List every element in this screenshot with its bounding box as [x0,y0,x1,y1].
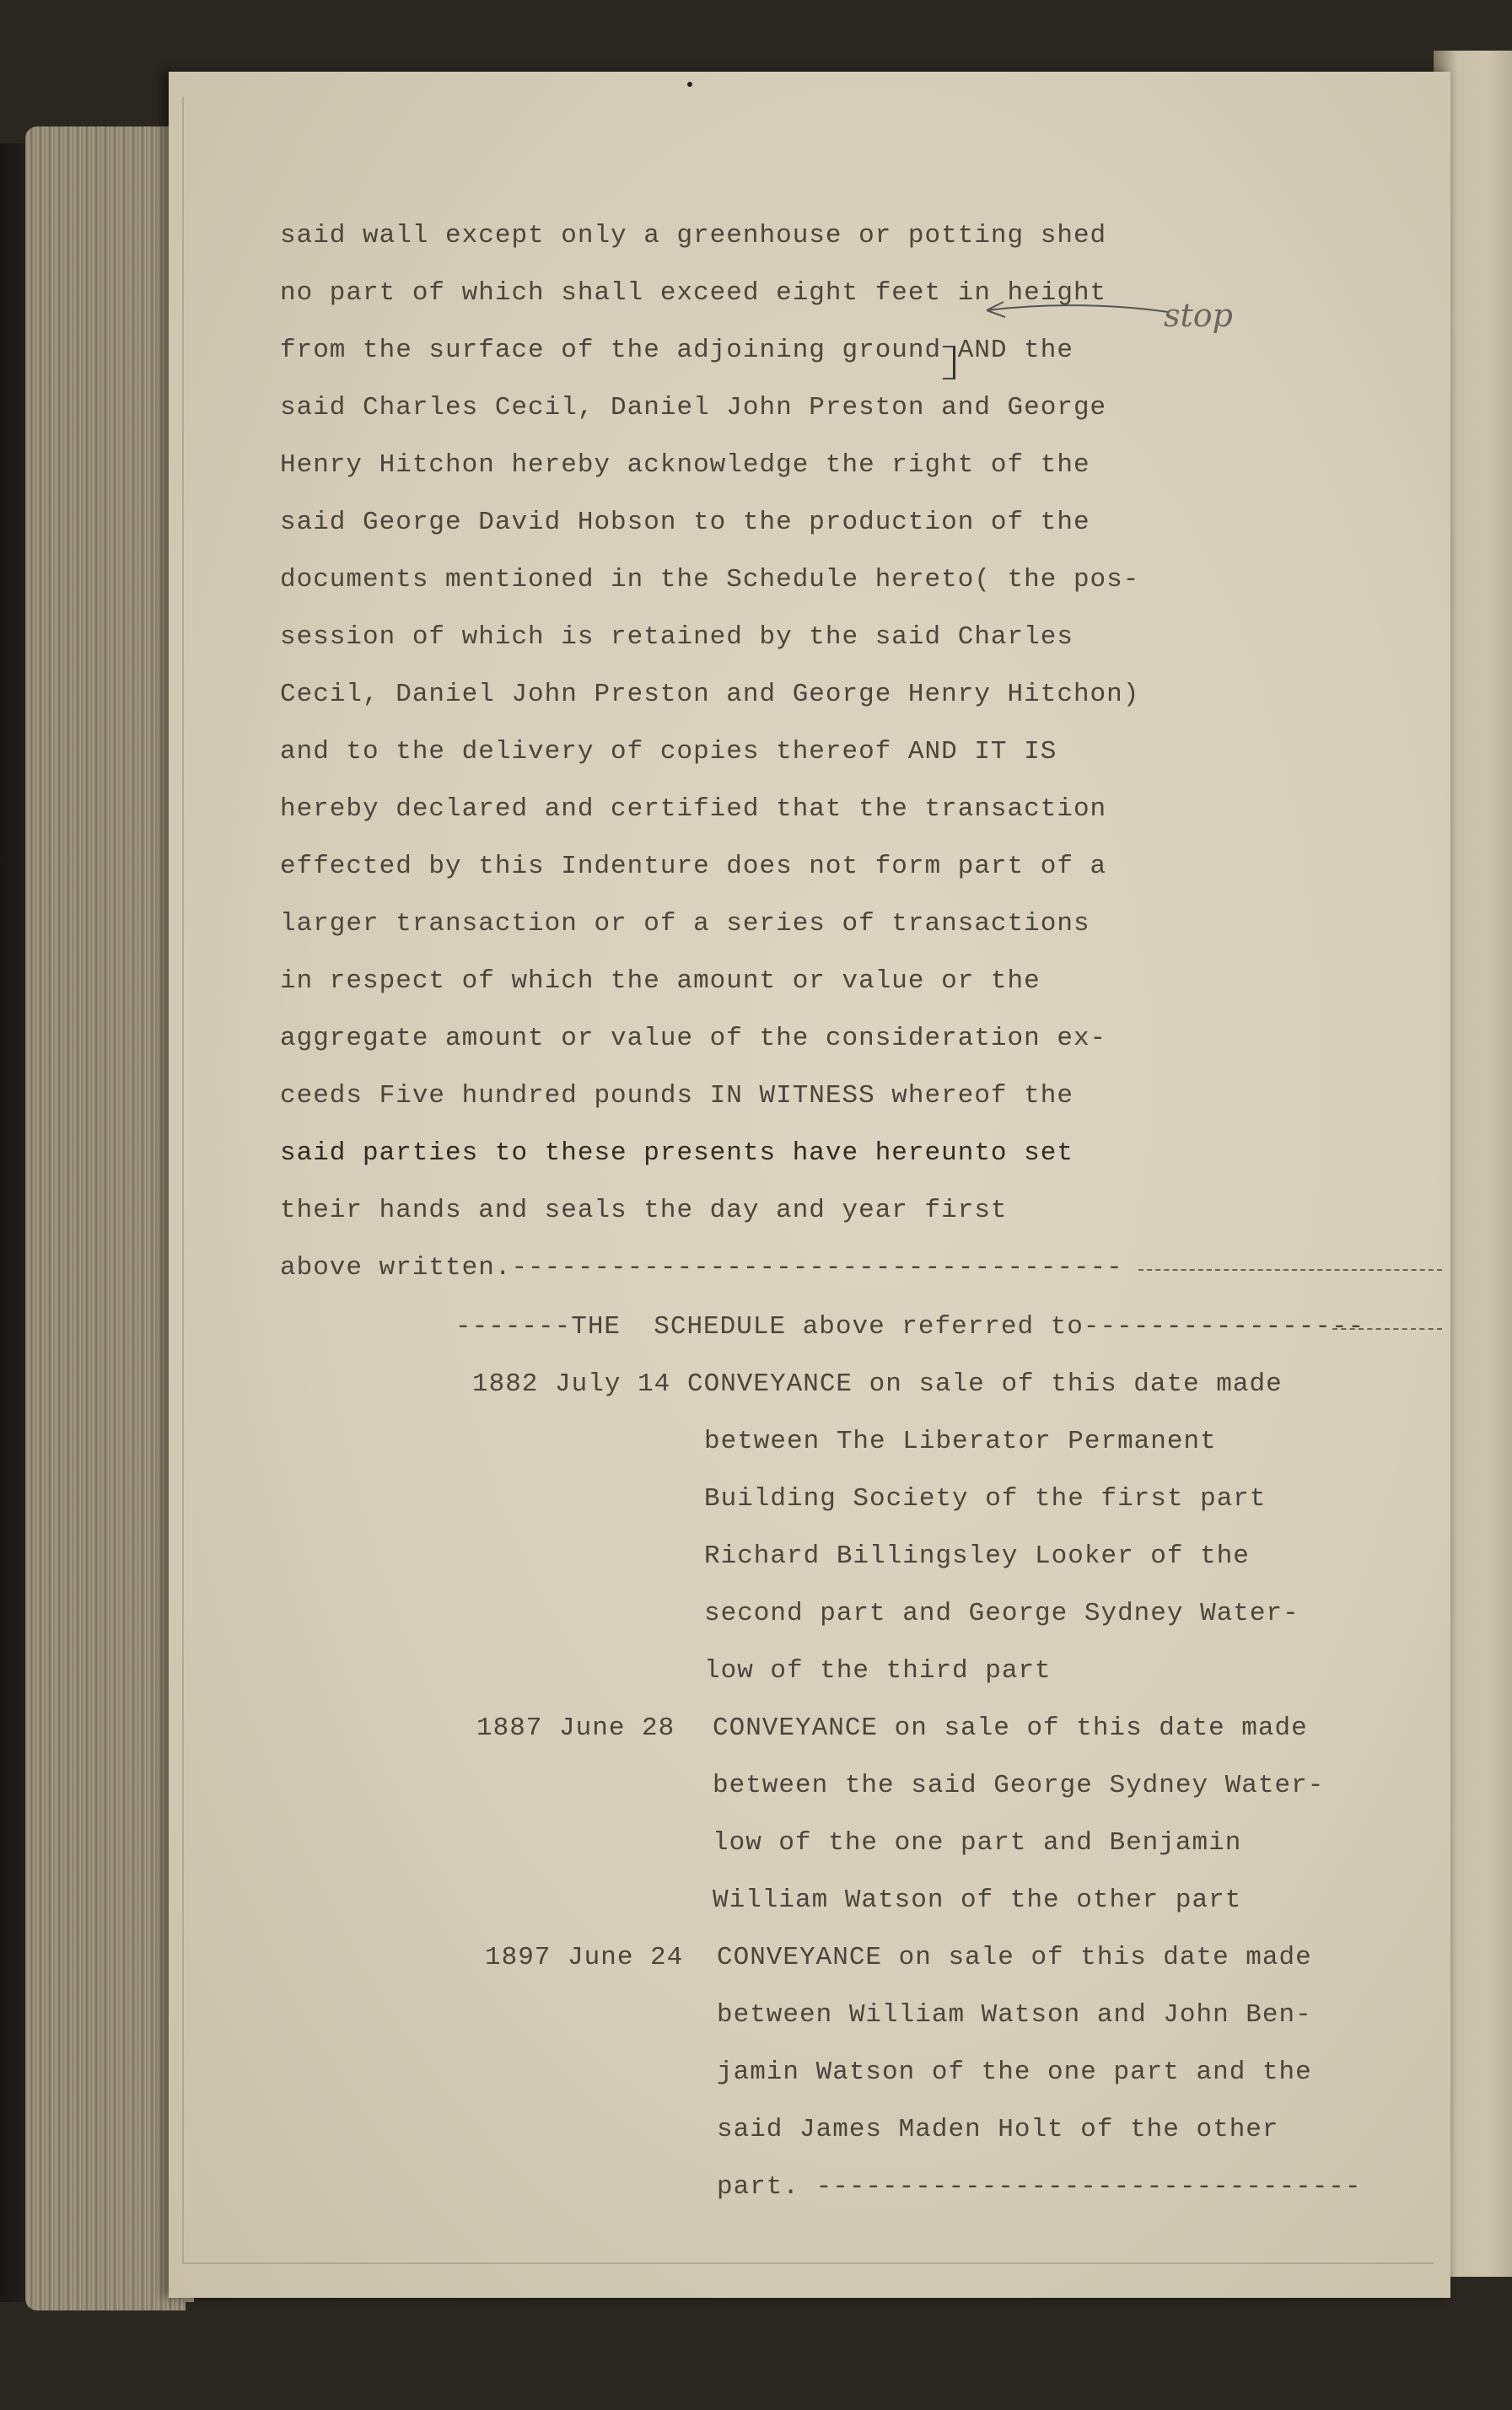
margin-note: stop [1164,297,1233,334]
schedule-1-line-5: second part and George Sydney Water- [704,1599,1299,1628]
body-line-16: ceeds Five hundred pounds IN WITNESS whereof the [280,1081,1073,1111]
stacked-page-edges [25,126,186,2310]
body-line-19: above written.------------------------------------- [280,1253,1123,1283]
schedule-date-3: 1897 June 24 [485,1943,684,1972]
heading-dash-continuation [1332,1328,1442,1330]
schedule-heading: -------THE SCHEDULE above referred to----------------- [455,1312,1365,1342]
body-line-3: from the surface of the adjoining ground AND the [280,336,1073,365]
body-line-7: documents mentioned in the Schedule hereto( the pos- [280,565,1140,594]
schedule-3-line-1: CONVEYANCE on sale of this date made [717,1943,1312,1972]
body-line-13: larger transaction or of a series of transactions [280,909,1090,939]
schedule-1-line-4: Richard Billingsley Looker of the [704,1541,1250,1571]
correction-bracket [943,346,955,379]
body-line-18: their hands and seals the day and year first [280,1196,1008,1225]
body-line-15: aggregate amount or value of the consideration ex- [280,1024,1107,1053]
schedule-3-line-2: between William Watson and John Ben- [717,2000,1312,2030]
body-line-4: said Charles Cecil, Daniel John Preston and George [280,393,1107,422]
schedule-1-line-2: between The Liberator Permanent [704,1427,1217,1456]
dash-continuation-line [1138,1269,1442,1271]
body-line-10: and to the delivery of copies thereof AND IT IS [280,737,1057,767]
body-line-6: said George David Hobson to the production of the [280,508,1090,537]
correction-arrow-icon [970,287,1172,320]
body-line-9: Cecil, Daniel John Preston and George Henry Hitchon) [280,680,1140,709]
body-line-14: in respect of which the amount or value or the [280,966,1041,996]
schedule-2-line-4: William Watson of the other part [713,1886,1242,1915]
schedule-date-1: 1882 July 14 [472,1369,671,1399]
schedule-2-line-2: between the said George Sydney Water- [713,1771,1325,1800]
schedule-3-line-3: jamin Watson of the one part and the [717,2058,1312,2087]
schedule-2-line-3: low of the one part and Benjamin [713,1828,1242,1858]
body-line-12: effected by this Indenture does not form part of a [280,852,1107,881]
body-line-2: no part of which shall exceed eight feet in height [280,278,1107,308]
schedule-1-line-6: low of the third part [704,1656,1052,1686]
body-line-11: hereby declared and certified that the transaction [280,794,1107,824]
schedule-3-line-4: said James Maden Holt of the other [717,2115,1279,2144]
schedule-3-line-5: part. --------------------------------- [717,2172,1362,2202]
schedule-1-line-3: Building Society of the first part [704,1484,1267,1514]
body-line-8: session of which is retained by the said Charles [280,622,1073,652]
body-line-17: said parties to these presents have hereunto set [280,1138,1073,1168]
body-line-5: Henry Hitchon hereby acknowledge the right of the [280,450,1090,480]
schedule-date-2: 1887 June 28 [476,1713,675,1743]
schedule-1-line-1: CONVEYANCE on sale of this date made [687,1369,1283,1399]
body-line-1: said wall except only a greenhouse or potting shed [280,221,1107,250]
page-mark-dot [687,82,692,87]
schedule-2-line-1: CONVEYANCE on sale of this date made [713,1713,1308,1743]
